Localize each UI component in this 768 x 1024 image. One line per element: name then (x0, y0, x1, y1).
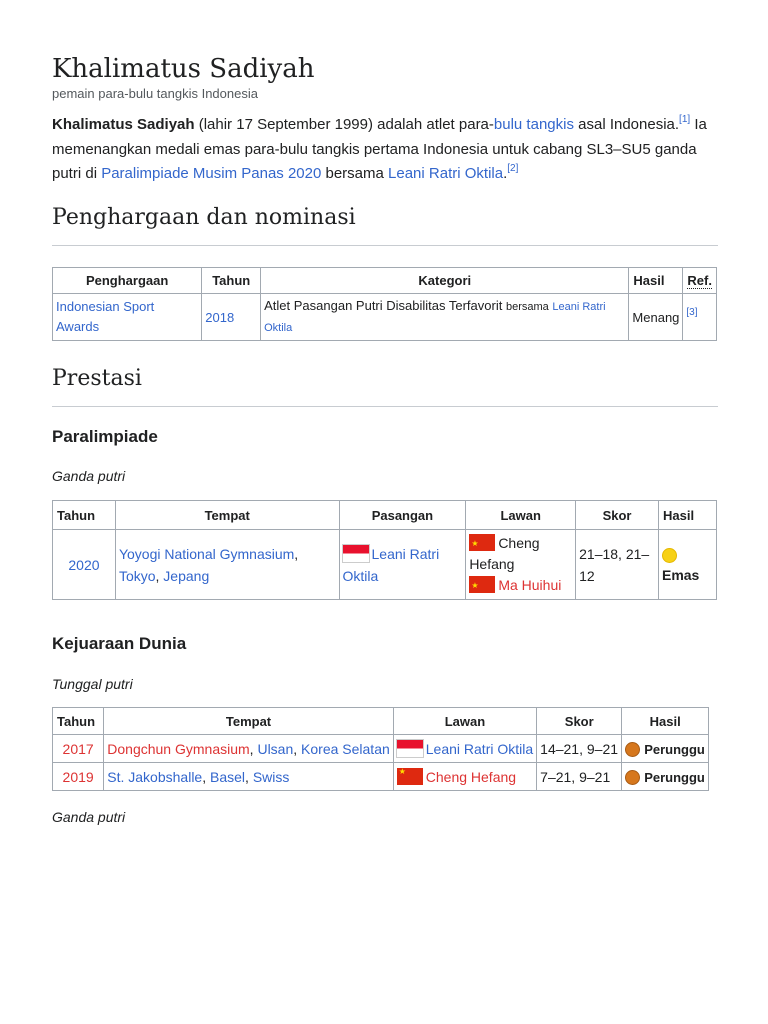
kejuaraan-section (52, 632, 718, 827)
venue-redlink[interactable]: Dongchun Gymnasium (107, 740, 250, 757)
opponent-link[interactable]: Leani Ratri Oktila (425, 741, 534, 757)
col-header: Tahun (53, 708, 104, 735)
with-text: bersama (505, 301, 549, 313)
bronze-medal-icon (625, 742, 640, 757)
col-header: Skor (576, 501, 659, 530)
city-link[interactable]: Tokyo (118, 567, 156, 584)
partner-link[interactable]: Leani Ratri Oktila (342, 545, 440, 584)
china-flag-icon (397, 768, 423, 785)
col-header: Ref. (683, 268, 717, 294)
link-leani-ratri-oktila[interactable]: Leani Ratri Oktila (388, 165, 504, 182)
link-paralimpiade-2020[interactable]: Paralimpiade Musim Panas 2020 (101, 165, 322, 182)
score-cell: 7–21, 9–21 (537, 763, 622, 791)
china-flag-icon (469, 576, 495, 593)
col-header: Tempat (104, 708, 394, 735)
year-link[interactable]: 2018 (205, 309, 235, 325)
paralimpiade-section (52, 425, 718, 600)
page-tagline: pemain para-bulu tangkis Indonesia (52, 86, 258, 101)
country-link[interactable]: Swiss (252, 768, 290, 785)
result-text: Perunggu (644, 769, 705, 785)
paralimpiade-table (52, 500, 717, 600)
partner-link[interactable]: Leani Ratri Oktila (264, 301, 606, 334)
awards-table (52, 267, 717, 341)
country-link[interactable]: Korea Selatan (301, 740, 390, 757)
opponent-text: Cheng Hefang (469, 535, 540, 572)
col-header: Hasil (658, 501, 716, 530)
col-header: Hasil (629, 268, 683, 294)
col-header: Kategori (261, 268, 629, 294)
separator: , (155, 567, 160, 584)
score-cell: 21–18, 21–12 (576, 530, 659, 600)
separator: , (202, 768, 207, 785)
lead-text: . (503, 165, 508, 182)
table-row (53, 735, 709, 763)
section-heading-prestasi: Prestasi (52, 364, 718, 407)
kejuaraan-table (52, 707, 709, 791)
table-header-row (53, 708, 709, 735)
ref-link[interactable]: [3] (686, 306, 698, 318)
score-cell: 14–21, 9–21 (537, 735, 622, 763)
opponent-redlink[interactable]: Cheng Hefang (425, 769, 517, 785)
lead-text: asal Indonesia. (573, 116, 680, 133)
venue-link[interactable]: Yoyogi National Gymnasium (118, 545, 295, 562)
subject-name: Khalimatus Sadiyah (52, 116, 195, 133)
col-header: Skor (537, 708, 622, 735)
event-label: Ganda putri (52, 809, 126, 825)
page-title: Khalimatus Sadiyah (52, 54, 315, 84)
country-link[interactable]: Jepang (163, 567, 210, 584)
venue-link[interactable]: St. Jakobshalle (107, 768, 203, 785)
col-header: Tahun (53, 501, 116, 530)
table-row (53, 294, 717, 341)
award-link[interactable]: Indonesian Sport Awards (56, 299, 155, 334)
event-label: Tunggal putri (52, 676, 133, 692)
col-header: Penghargaan (53, 268, 202, 294)
result-cell: Menang (629, 294, 683, 341)
indonesia-flag-icon (343, 545, 369, 562)
separator: , (293, 740, 298, 757)
col-header: Lawan (393, 708, 536, 735)
lead-paragraph (52, 113, 716, 187)
result-text: Emas (661, 566, 700, 583)
city-link[interactable]: Basel (210, 768, 246, 785)
lead-text: bersama (321, 165, 389, 182)
china-flag-icon (469, 534, 495, 551)
city-link[interactable]: Ulsan (257, 740, 294, 757)
separator: , (245, 768, 249, 785)
bronze-medal-icon (625, 770, 640, 785)
subsection-heading-paralimpiade: Paralimpiade (52, 427, 158, 446)
link-bulu-tangkis[interactable]: bulu tangkis (493, 116, 574, 133)
section-heading-awards: Penghargaan dan nominasi (52, 203, 718, 246)
year-link[interactable]: 2020 (68, 556, 100, 573)
indonesia-flag-icon (397, 740, 423, 757)
col-header: Tahun (202, 268, 261, 294)
ref-link[interactable]: [1] (679, 114, 691, 125)
col-header: Tempat (115, 501, 339, 530)
year-redlink[interactable]: 2017 (62, 740, 94, 757)
table-row (53, 763, 709, 791)
ref-link[interactable]: [2] (507, 163, 519, 174)
subsection-heading-kejuaraan: Kejuaraan Dunia (52, 634, 187, 653)
table-row (53, 530, 717, 600)
event-label: Ganda putri (52, 468, 126, 484)
gold-medal-icon (662, 548, 677, 563)
col-header: Lawan (466, 501, 576, 530)
result-text: Perunggu (644, 741, 705, 757)
separator: , (294, 545, 299, 562)
prestasi-section (52, 364, 718, 407)
awards-section (52, 203, 718, 341)
separator: , (249, 740, 254, 757)
lead-text: (lahir 17 September 1999) adalah atlet para- (194, 116, 494, 133)
year-redlink[interactable]: 2019 (62, 768, 94, 785)
opponent-redlink[interactable]: Ma Huihui (498, 577, 562, 593)
table-header-row (53, 268, 717, 294)
table-header-row (53, 501, 717, 530)
col-header: Hasil (622, 708, 709, 735)
col-header: Pasangan (339, 501, 466, 530)
lead-text: Ia memenangkan medali emas para-bulu tangkis pertama Indonesia untuk cabang SL3–SU5 ganda putri di (52, 116, 707, 182)
category-text: Atlet Pasangan Putri Disabilitas Terfavorit (264, 298, 503, 313)
